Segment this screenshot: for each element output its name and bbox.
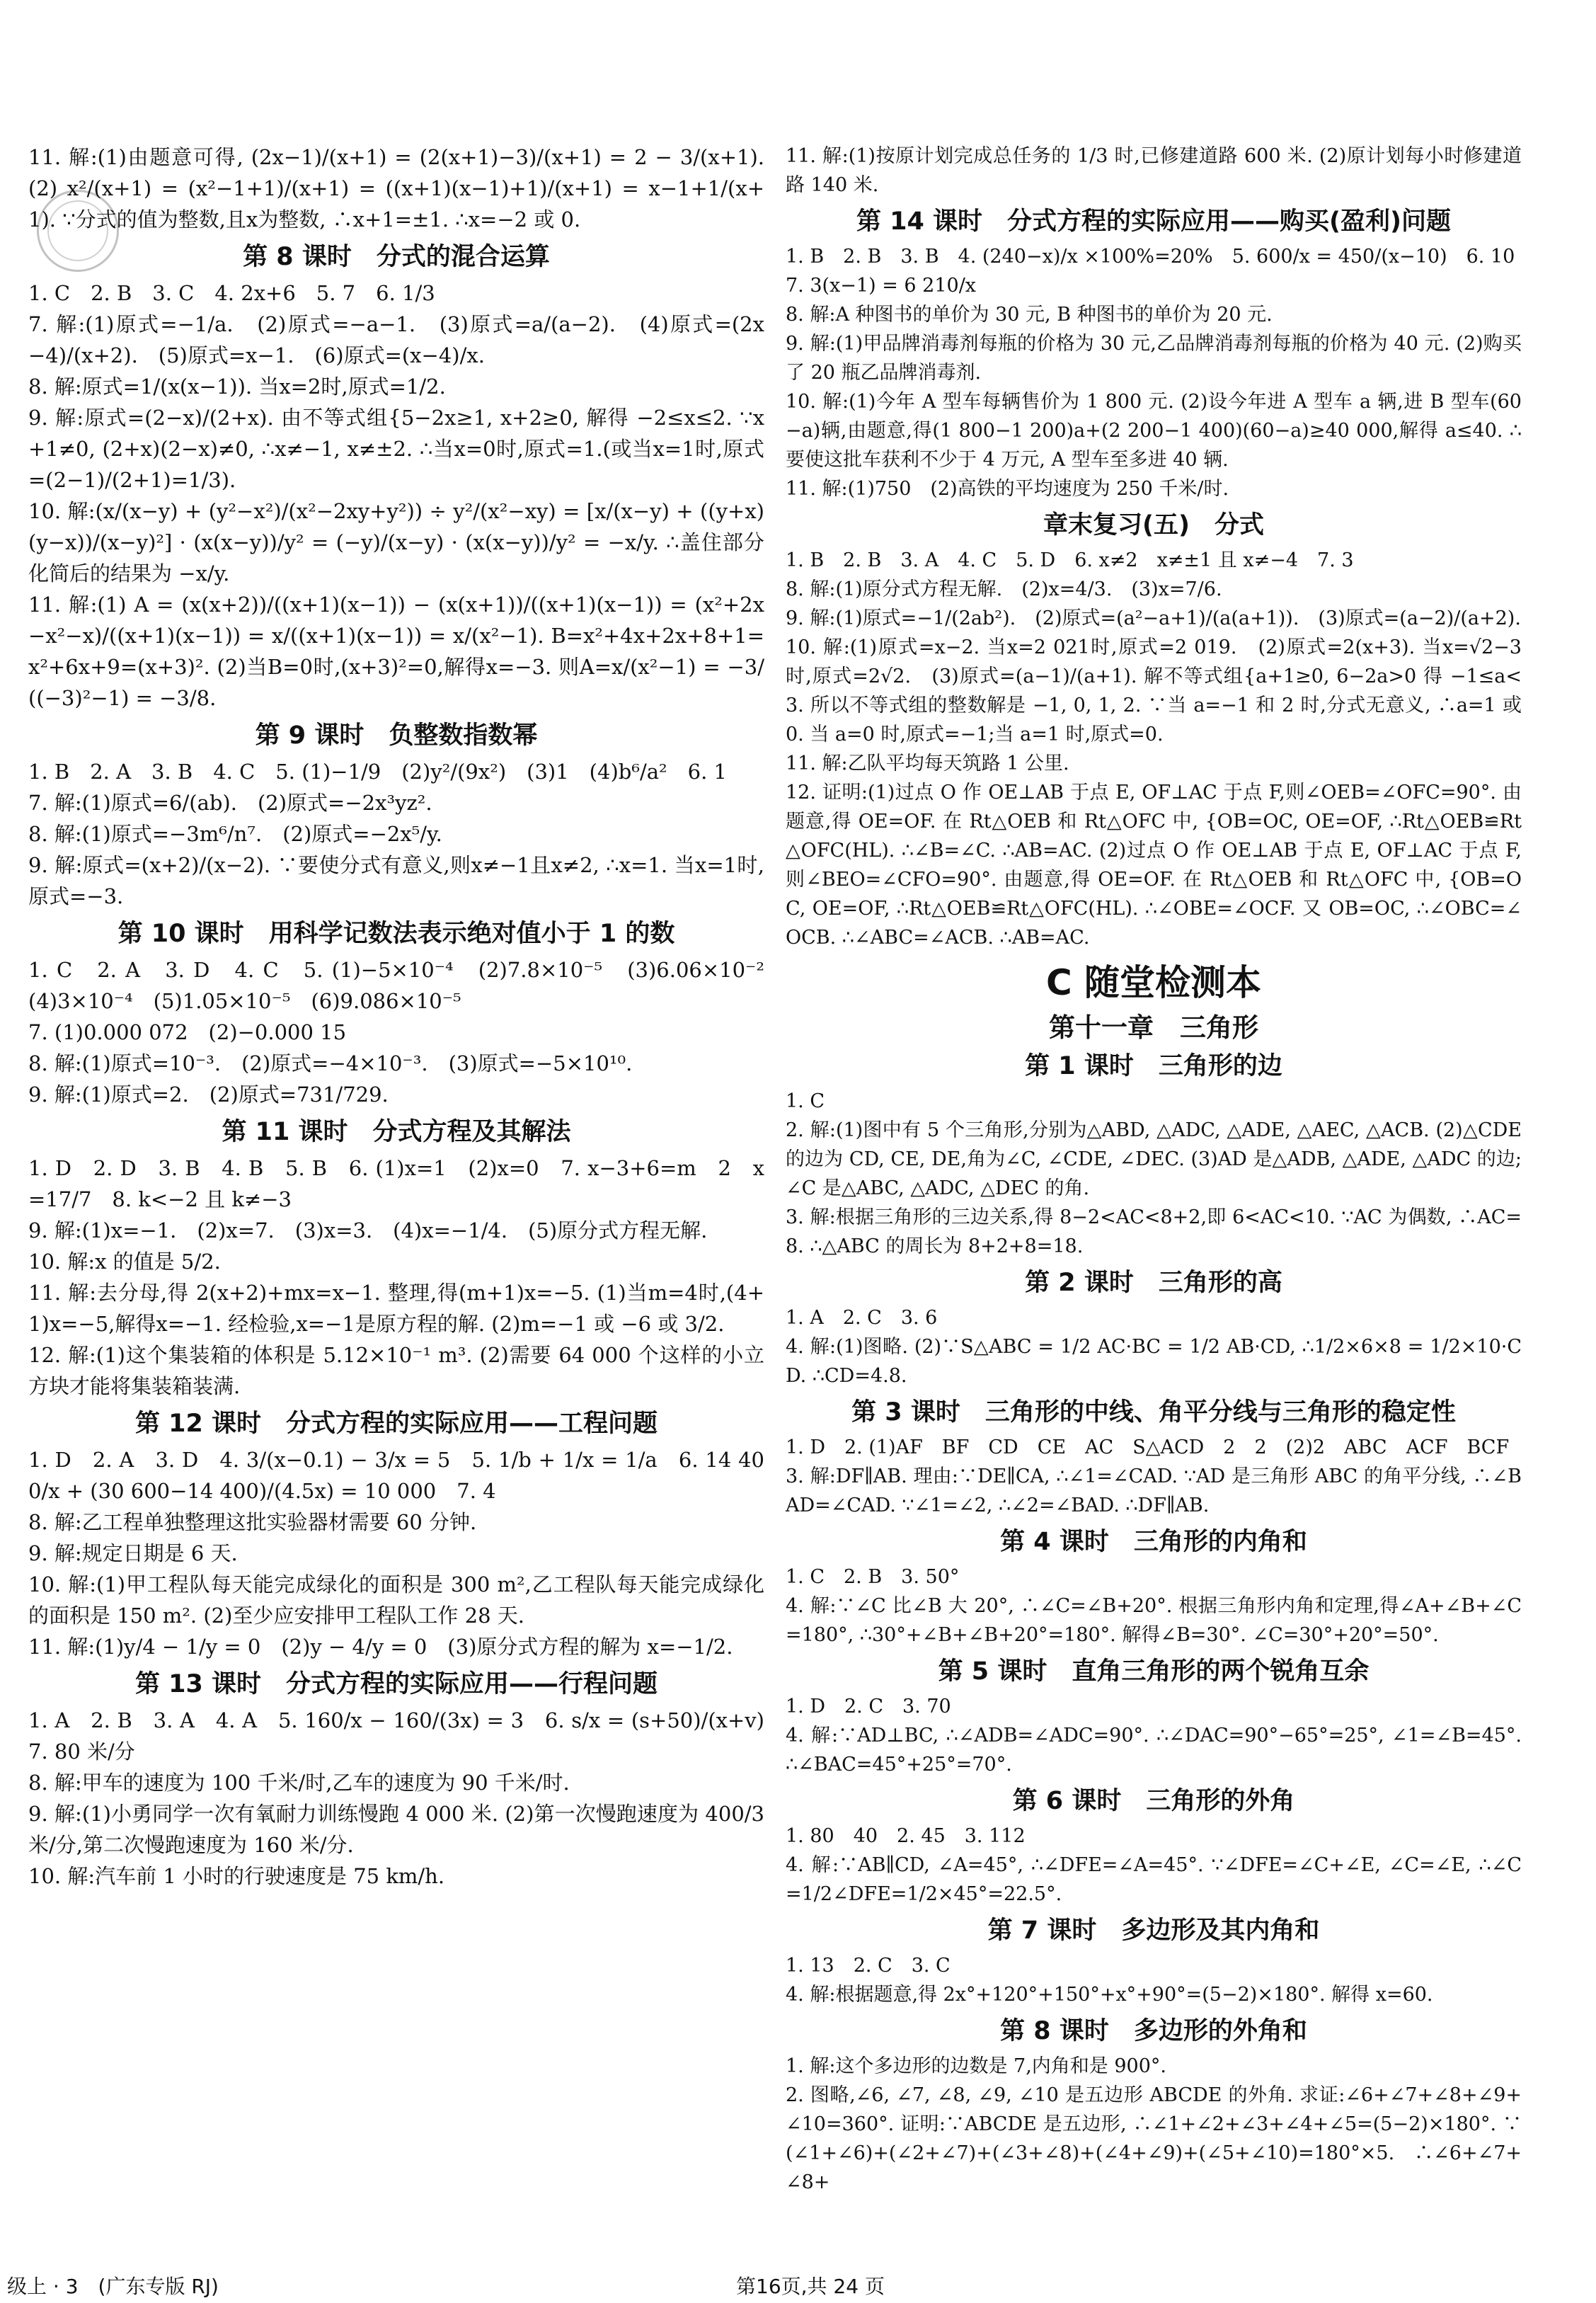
answer-line: 10. 解:(1)甲工程队每天能完成绿化的面积是 300 m²,乙工程队每天能完成绿化的面积是 150 m². (2)至少应安排甲工程队工作 28 天. [28, 1572, 764, 1628]
answer-line: 8. 解:甲车的速度为 100 千米/时,乙车的速度为 90 千米/时. [28, 1771, 570, 1795]
answer-line: 10. 解:汽车前 1 小时的行驶速度是 75 km/h. [28, 1864, 445, 1888]
lesson-title: 第 6 课时 三角形的外角 [1012, 1787, 1295, 1815]
answer-line: 1. A 2. C 3. 6 [786, 1307, 938, 1329]
answer-line: 9. 解:原式=(x+2)/(x−2). ∵要使分式有意义,则x≠−1且x≠2, ∴x=1. 当x=1时,原式=−3. [28, 853, 764, 908]
lesson-title: 第 5 课时 直角三角形的两个锐角互余 [938, 1657, 1370, 1686]
answer-line: 2. 图略,∠6, ∠7, ∠8, ∠9, ∠10 是五边形 ABCDE 的外角. 求证:∠6+∠7+∠8+∠9+∠10=360°. 证明:∵ABCDE 是五边形, ∴∠1+∠2+∠3+∠4+∠5=(5−2)×180°. ∵(∠1+∠6)+(∠2+∠7)+(∠3+∠8)+(∠4+∠9)+(∠5+∠10)=180°×5. ∴∠6+∠7+∠8+ [786, 2084, 1522, 2193]
answer-line: 10. 解:x 的值是 5/2. [28, 1250, 221, 1274]
answer-line: 7. 解:(1)原式=6/(ab). (2)原式=−2x³yz². [28, 791, 432, 815]
answer-line: 7. (1)0.000 072 (2)−0.000 15 [28, 1020, 347, 1044]
answer-line: 4. 解:∵AB∥CD, ∠A=45°, ∴∠DFE=∠A=45°. ∵∠DFE=∠C+∠E, ∠C=∠E, ∴∠C=1/2∠DFE=1/2×45°=22.5°. [786, 1854, 1522, 1905]
answer-line: 1. D 2. D 3. B 4. B 5. B 6. (1)x=1 (2)x=0 7. x−3+6=m 2 x=17/7 8. k<−2 且 k≠−3 [28, 1156, 764, 1211]
section-title: C 随堂检测本 [1045, 962, 1262, 1003]
answer-line: 1. C 2. A 3. D 4. C 5. (1)−5×10⁻⁴ (2)7.8×10⁻⁵ (3)6.06×10⁻² (4)3×10⁻⁴ (5)1.05×10⁻⁵ (6)9.086×10⁻⁵ [28, 958, 786, 1013]
lesson-title: 第 7 课时 多边形及其内角和 [987, 1916, 1320, 1945]
answer-line: 8. 解:A 种图书的单价为 30 元, B 种图书的单价为 20 元. [786, 304, 1273, 326]
answer-line: 7. 3(x−1) = 6 210/x [786, 275, 977, 297]
answer-line: 9. 解:(1)原式=2. (2)原式=731/729. [28, 1082, 389, 1107]
answer-line: 1. 80 40 2. 45 3. 112 [786, 1825, 1026, 1847]
lesson-title: 第 12 课时 分式方程的实际应用——工程问题 [134, 1410, 658, 1438]
answer-line: 1. B 2. B 3. A 4. C 5. D 6. x≠2 x≠±1 且 x≠−4 7. 3 [786, 549, 1354, 571]
answer-line: 12. 解:(1)这个集装箱的体积是 5.12×10⁻¹ m³. (2)需要 64 000 个这样的小立方块才能将集装箱装满. [28, 1343, 764, 1398]
lesson-title: 第 11 课时 分式方程及其解法 [222, 1118, 571, 1146]
answer-line: 3. 解:DF∥AB. 理由:∵DE∥CA, ∴∠1=∠CAD. ∵AD 是三角形 ABC 的角平分线, ∴∠BAD=∠CAD. ∵∠1=∠2, ∴∠2=∠BAD. ∴DF∥AB. [786, 1465, 1522, 1516]
answer-line: 1. C 2. B 3. C 4. 2x+6 5. 7 6. 1/3 [28, 281, 435, 305]
chapter-title: 第十一章 三角形 [1049, 1012, 1258, 1043]
answer-line: 11. 解:(1)按原计划完成总任务的 1/3 时,已修建道路 600 米. (2)原计划每小时修建道路 140 米. [786, 145, 1522, 196]
answer-line: 1. 13 2. C 3. C [786, 1955, 951, 1977]
lesson-title: 第 13 课时 分式方程的实际应用——行程问题 [134, 1670, 658, 1698]
lesson-title: 第 3 课时 三角形的中线、角平分线与三角形的稳定性 [851, 1398, 1456, 1427]
answer-line: 1. D 2. A 3. D 4. 3/(x−0.1) − 3/x = 5 5. 1/b + 1/x = 1/a 6. 14 400/x + (30 600−14 400)/(4.5x) = 10 000 7. 4 [28, 1448, 764, 1503]
answer-line: 4. 解:根据题意,得 2x°+120°+150°+x°+90°=(5−2)×180°. 解得 x=60. [786, 1984, 1433, 2006]
lesson-title: 第 4 课时 三角形的内角和 [1000, 1528, 1307, 1556]
answer-line: 1. C 2. B 3. 50° [786, 1566, 960, 1588]
answer-line: 9. 解:原式=(2−x)/(2+x). 由不等式组{5−2x≥1, x+2≥0, 解得 −2≤x≤2. ∵x+1≠0, (2+x)(2−x)≠0, ∴x≠−1, x≠±2. ∴当x=0时,原式=1.(或当x=1时,原式=(2−1)/(2+1)=1/3). [28, 406, 764, 492]
answer-line: 1. D 2. C 3. 70 [786, 1696, 951, 1718]
answer-line: 11. 解:(1)y/4 − 1/y = 0 (2)y − 4/y = 0 (3)原分式方程的解为 x=−1/2. [28, 1635, 733, 1659]
answer-line: 9. 解:(1)小勇同学一次有氧耐力训练慢跑 4 000 米. (2)第一次慢跑速度为 400/3 米/分,第二次慢跑速度为 160 米/分. [28, 1802, 771, 1857]
answer-line: 11. 解:去分母,得 2(x+2)+mx=x−1. 整理,得(m+1)x=−5. (1)当m=4时,(4+1)x=−5,解得x=−1. 经检验,x=−1是原方程的解. (2)m=−1 或 −6 或 3/2. [28, 1281, 764, 1336]
answer-line: 1. A 2. B 3. A 4. A 5. 160/x − 160/(3x) = 3 6. s/x = (s+50)/(x+v) 7. 80 米/分 [28, 1708, 786, 1764]
lesson-title: 第 9 课时 负整数指数幂 [255, 721, 538, 750]
footer-edition: 级上 · 3 (广东专版 RJ) [7, 2275, 219, 2298]
answer-line: 4. 解:∵∠C 比∠B 大 20°, ∴∠C=∠B+20°. 根据三角形内角和定理,得∠A+∠B+∠C=180°, ∴30°+∠B+∠B+20°=180°. 解得∠B=30°. ∠C=30°+20°=50°. [786, 1595, 1522, 1646]
answer-line: 11. 解:(1) A = (x(x+2))/((x+1)(x−1)) − (x(x+1))/((x+1)(x−1)) = (x²+2x−x²−x)/((x+1)(x−1)) = x/((x+1)(x−1)) = x/(x²−1). B=x²+4x+2x+8+1=x²+6x+9=(x+3)². (2)当B=0时,(x+3)²=0,解得x=−3. 则A=x/(x²−1) = −3/((−3)²−1) = −3/8. [28, 593, 764, 710]
answer-line: 9. 解:(1)原式=−1/(2ab²). (2)原式=(a²−a+1)/(a(a+1)). (3)原式=(a−2)/(a+2). [786, 607, 1521, 629]
answer-line: 3. 解:根据三角形的三边关系,得 8−2<AC<8+2,即 6<AC<10. ∵AC 为偶数, ∴AC=8. ∴△ABC 的周长为 8+2+8=18. [786, 1206, 1522, 1257]
answer-line: 1. 解:这个多边形的边数是 7,内角和是 900°. [786, 2055, 1166, 2077]
answer-line: 8. 解:乙工程单独整理这批实验器材需要 60 分钟. [28, 1510, 477, 1534]
answer-line: 8. 解:(1)原分式方程无解. (2)x=4/3. (3)x=7/6. [786, 578, 1222, 600]
answer-line: 1. B 2. A 3. B 4. C 5. (1)−1/9 (2)y²/(9x²) (3)1 (4)b⁶/a² 6. 1 [28, 760, 727, 784]
lesson-title: 第 8 课时 多边形的外角和 [1000, 2017, 1307, 2045]
answer-line: 4. 解:(1)图略. (2)∵S△ABC = 1/2 AC·BC = 1/2 AB·CD, ∴1/2×6×8 = 1/2×10·CD. ∴CD=4.8. [786, 1336, 1522, 1387]
lesson-title: 第 10 课时 用科学记数法表示绝对值小于 1 的数 [117, 920, 675, 948]
answer-line: 1. C [786, 1090, 825, 1112]
answer-line: 10. 解:(x/(x−y) + (y²−x²)/(x²−2xy+y²)) ÷ y²/(x²−xy) = [x/(x−y) + ((y+x)(y−x))/(x−y)²] · (x(x−y))/y² = (−y)/(x−y) · (x(x−y))/y² = −x/y. ∴盖住部分化简后的结果为 −x/y. [28, 499, 764, 585]
answer-line: 4. 解:∵AD⊥BC, ∴∠ADB=∠ADC=90°. ∴∠DAC=90°−65°=25°, ∠1=∠B=45°. ∴∠BAC=45°+25°=70°. [786, 1725, 1528, 1776]
answer-line: 9. 解:(1)x=−1. (2)x=7. (3)x=3. (4)x=−1/4. (5)原分式方程无解. [28, 1218, 708, 1242]
answer-line: 9. 解:规定日期是 6 天. [28, 1541, 238, 1565]
lesson-title: 第 8 课时 分式的混合运算 [243, 243, 550, 271]
answer-line: 11. 解:(1)750 (2)高铁的平均速度为 250 千米/时. [786, 478, 1229, 500]
answer-line: 2. 解:(1)图中有 5 个三角形,分别为△ABD, △ADC, △ADE, △AEC, △ACB. (2)△CDE 的边为 CD, CE, DE,角为∠C, ∠CDE, ∠DEC. (3)AD 是△ADB, △ADE, △ADC 的边; ∠C 是△ABC, △ADC, △DEC 的角. [786, 1119, 1528, 1199]
footer-page-number: 第16页,共 24 页 [736, 2275, 885, 2298]
answer-line: 1. D 2. (1)AF BF CD CE AC S△ACD 2 2 (2)2 ABC ACF BCF [786, 1436, 1510, 1458]
answer-line: 9. 解:(1)甲品牌消毒剂每瓶的价格为 30 元,乙品牌消毒剂每瓶的价格为 40 元. (2)购买了 20 瓶乙品牌消毒剂. [786, 333, 1522, 384]
lesson-title: 章末复习(五) 分式 [1043, 511, 1264, 539]
lesson-title: 第 2 课时 三角形的高 [1025, 1269, 1282, 1297]
answer-line: 8. 解:(1)原式=−3m⁶/n⁷. (2)原式=−2x⁵/y. [28, 822, 442, 846]
answer-line: 10. 解:(1)今年 A 型车每辆售价为 1 800 元. (2)设今年进 A 型车 a 辆,进 B 型车(60−a)辆,由题意,得(1 800−1 200)a+(2 200−1 400)(60−a)≥40 000,解得 a≤40. ∴要使这批车获利不少于 4 万元, A 型车至多进 40 辆. [786, 391, 1522, 471]
right-column [786, 142, 1528, 2197]
answer-line: 7. 解:(1)原式=−1/a. (2)原式=−a−1. (3)原式=a/(a−2). (4)原式=(2x−4)/(x+2). (5)原式=x−1. (6)原式=(x−4)/x. [28, 312, 764, 367]
answer-line: 8. 解:原式=1/(x(x−1)). 当x=2时,原式=1/2. [28, 375, 446, 399]
page-footer [0, 2271, 1596, 2299]
answer-line: 11. 解:(1)由题意可得, (2x−1)/(x+1) = (2(x+1)−3)/(x+1) = 2 − 3/(x+1). (2) x²/(x+1) = (x²−1+1)/(x+1) = ((x+1)(x−1)+1)/(x+1) = x−1+1/(x+1). ∵分式的值为整数,且x为整数, ∴x+1=±1. ∴x=−2 或 0. [28, 145, 771, 232]
answer-line: 12. 证明:(1)过点 O 作 OE⊥AB 于点 E, OF⊥AC 于点 F,则∠OEB=∠OFC=90°. 由题意,得 OE=OF. 在 Rt△OEB 和 Rt△OFC 中, {OB=OC, OE=OF, ∴Rt△OEB≌Rt△OFC(HL). ∴∠B=∠C. ∴AB=AC. (2)过点 O 作 OE⊥AB 于点 E, OF⊥AC 于点 F,则∠BEO=∠CFO=90°. 由题意,得 OE=OF. 在 Rt△OEB 和 Rt△OFC 中, {OB=OC, OE=OF, ∴Rt△OEB≌Rt△OFC(HL). ∴∠OBE=∠OCF. 又 OB=OC, ∴∠OBC=∠OCB. ∴∠ABC=∠ACB. ∴AB=AC. [786, 782, 1522, 949]
answer-line: 11. 解:乙队平均每天筑路 1 公里. [786, 753, 1069, 775]
lesson-title: 第 14 课时 分式方程的实际应用——购买(盈利)问题 [856, 207, 1452, 236]
answer-line: 8. 解:(1)原式=10⁻³. (2)原式=−4×10⁻³. (3)原式=−5×10¹⁰. [28, 1051, 633, 1075]
answer-line: 10. 解:(1)原式=x−2. 当x=2 021时,原式=2 019. (2)原式=2(x+3). 当x=√2−3时,原式=2√2. (3)原式=(a−1)/(a+1). 解不等式组{a+1≥0, 6−2a>0 得 −1≤a<3. 所以不等式组的整数解是 −1, 0, 1, 2. ∵当 a=−1 和 2 时,分式无意义, ∴a=1 或 0. 当 a=0 时,原式=−1;当 a=1 时,原式=0. [786, 636, 1528, 745]
answer-line: 1. B 2. B 3. B 4. (240−x)/x ×100%=20% 5. 600/x = 450/(x−10) 6. 10 [786, 246, 1515, 268]
left-column [28, 142, 786, 1892]
lesson-title: 第 1 课时 三角形的边 [1025, 1052, 1282, 1080]
